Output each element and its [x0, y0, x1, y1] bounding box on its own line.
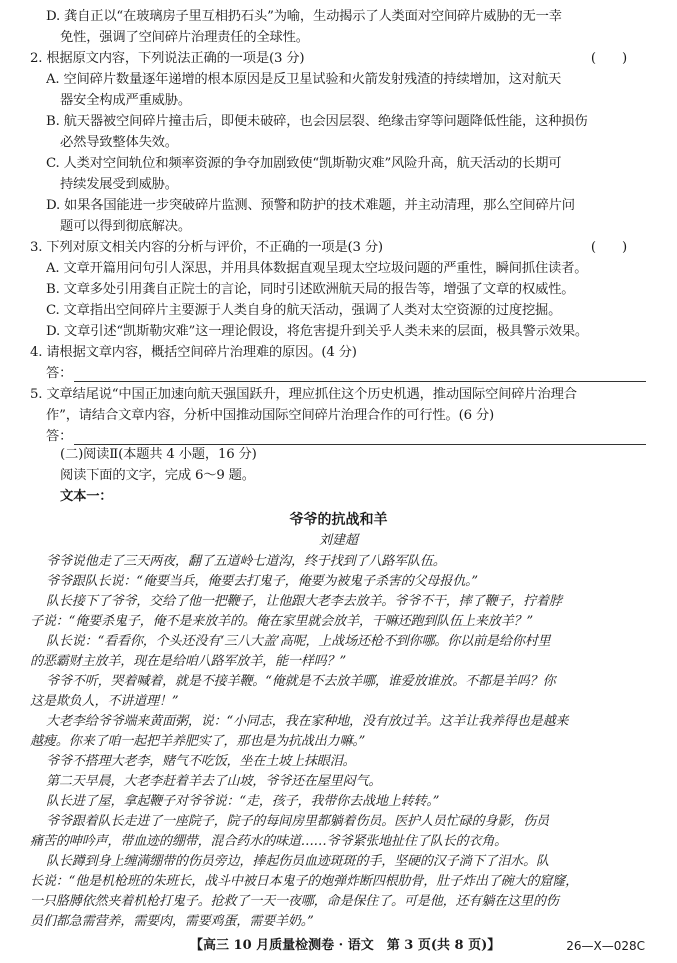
answer-parentheses: ( ) [590, 240, 627, 255]
story-paragraph: 队长说：“看看你，个头还没有‘三八大盖’高呢，上战场还枪不到你哪。你以前是给你村里 [46, 634, 551, 649]
footer-exam-info: 【高三 10 月质量检测卷 · 语文 第 3 页(共 8 页)】 [190, 938, 501, 953]
story-author: 刘建超 [318, 533, 358, 548]
q2-option-a: A. 空间碎片数量逐年递增的根本原因是反卫星试验和火箭发射残渣的持续增加，这对航天 [46, 72, 562, 87]
story-paragraph-cont: 子说：“俺要杀鬼子，俺不是来放羊的。俺在家里就会放羊，干嘛还跑到队伍上来放羊？” [30, 614, 533, 629]
q2-option-b: B. 航天器被空间碎片撞击后，即便未破碎，也会因层裂、绝缘击穿等问题降低性能，这种损伤 [46, 114, 588, 129]
story-paragraph: 爷爷说他走了三天两夜，翻了五道岭七道沟，终于找到了八路军队伍。 [46, 554, 446, 569]
story-paragraph-cont: 越瘦。你来了咱一起把羊养肥实了，那也是为抗战出力嘛。” [30, 734, 366, 749]
q2-option-d: D. 如果各国能进一步突破碎片监测、预警和防护的技术难题，并主动清理，那么空间碎片问 [46, 198, 575, 213]
question-4: 4. 请根据文章内容，概括空间碎片治理难的原因。(4 分) [30, 345, 357, 360]
text-one-label: 文本一： [60, 489, 113, 504]
story-paragraph-cont: 一只胳膊依然夹着机枪打鬼子。抢救了一天一夜哪，命是保住了。可是他，还有躺在这里的伤 [30, 894, 559, 909]
question-2 [30, 50, 655, 68]
story-paragraph-cont: 这是欺负人，不讲道理！” [30, 694, 179, 709]
q2-option-c-cont: 持续发展受到威胁。 [60, 177, 178, 192]
story-paragraph: 队长进了屋，拿起鞭子对爷爷说：“走，孩子，我带你去战地上转转。” [46, 794, 440, 809]
q3-option-a: A. 文章开篇用问句引人深思，并用具体数据直观呈现太空垃圾问题的严重性，瞬间抓住读者。 [46, 261, 588, 276]
story-paragraph: 第二天早晨，大老李赶着羊去了山坡，爷爷还在屋里闷气。 [46, 774, 382, 789]
section-heading: (二)阅读Ⅱ(本题共 4 小题，16 分) [60, 447, 257, 462]
q1-option-d: D. 龚自正以“在玻璃房子里互相扔石头”为喻，生动揭示了人类面对空间碎片威胁的无一幸 [46, 9, 562, 24]
story-paragraph-cont: 痛苦的呻吟声，带血迹的绷带，混合药水的味道……爷爷紧张地扯住了队长的衣角。 [30, 834, 508, 849]
question-5-cont: 作”，请结合文章内容，分析中国推动国际空间碎片治理合作的可行性。(6 分) [46, 408, 494, 423]
q2-option-b-cont: 必然导致整体失效。 [60, 135, 178, 150]
story-paragraph: 爷爷不听，哭着喊着，就是不接羊鞭。“俺就是不去放羊哪，谁爱放谁放。不都是羊吗？你 [46, 674, 556, 689]
story-title: 爷爷的抗战和羊 [289, 512, 388, 528]
question-3 [30, 239, 655, 257]
q1-option-d-cont: 免性，强调了空间碎片治理责任的全球性。 [60, 30, 309, 45]
q3-option-c: C. 文章指出空间碎片主要源于人类自身的航天活动，强调了人类对太空资源的过度挖掘。 [46, 303, 562, 318]
story-paragraph: 爷爷不搭理大老李，赌气不吃饭，坐在土坡上抹眼泪。 [46, 754, 356, 769]
q3-option-d: D. 文章引述“凯斯勒灾难”这一理论假设，将危害提升到关乎人类未来的层面，极具警示效果。 [46, 324, 589, 339]
question-2-text: 2. 根据原文内容，下列说法正确的一项是(3 分) [30, 51, 305, 66]
q2-option-c: C. 人类对空间轨位和频率资源的争夺加剧致使“凯斯勒灾难”风险升高，航天活动的长期可 [46, 156, 562, 171]
q3-option-b: B. 文章多处引用龚自正院士的言论，同时引述欧洲航天局的报告等，增强了文章的权威性。 [46, 282, 575, 297]
story-paragraph-cont: 的恶霸财主放羊，现在是给咱八路军放羊，能一样吗？” [30, 654, 346, 669]
story-paragraph: 爷爷跟队长说：“俺要当兵，俺要去打鬼子，俺要为被鬼子杀害的父母报仇。” [46, 574, 478, 589]
story-paragraph-last: 员们都急需营养，需要肉，需要鸡蛋，需要羊奶。” [30, 914, 314, 929]
footer-paper-code: 26—X—028C [566, 939, 645, 953]
answer-label: 答： [46, 429, 73, 444]
q2-option-d-cont: 题可以得到彻底解决。 [60, 219, 191, 234]
story-paragraph: 爷爷跟着队长走进了一座院子，院子的每间房里都躺着伤员。医护人员忙碌的身影，伤员 [46, 814, 549, 829]
story-paragraph: 大老李给爷爷端来黄面粥，说：“小同志，我在家种地，没有放过羊。这羊让我养得也是越来 [46, 714, 569, 729]
answer-label: 答： [46, 366, 73, 381]
section-instruction: 阅读下面的文字，完成 6～9 题。 [60, 468, 255, 483]
question-5: 5. 文章结尾说“中国正加速向航天强国跃升，理应抓住这个历史机遇，推动国际空间碎片治理合 [30, 387, 577, 402]
answer-line[interactable] [74, 381, 646, 382]
answer-line[interactable] [74, 444, 646, 445]
question-3-text: 3. 下列对原文相关内容的分析与评价，不正确的一项是(3 分) [30, 240, 383, 255]
page-footer [0, 936, 677, 956]
story-paragraph: 队长接下了爷爷，交给了他一把鞭子，让他跟大老李去放羊。爷爷不干，摔了鞭子，拧着脖 [46, 594, 562, 609]
story-paragraph: 队长蹲到身上缠满绷带的伤员旁边，捧起伤员血迹斑斑的手，坚硬的汉子淌下了泪水。队 [46, 854, 549, 869]
q2-option-a-cont: 器安全构成严重威胁。 [60, 93, 191, 108]
answer-parentheses: ( ) [590, 51, 627, 66]
story-paragraph-cont: 长说：“他是机枪班的朱班长，战斗中被日本鬼子的炮弹炸断四根肋骨，肚子炸出了碗大的窟窿， [30, 874, 579, 889]
